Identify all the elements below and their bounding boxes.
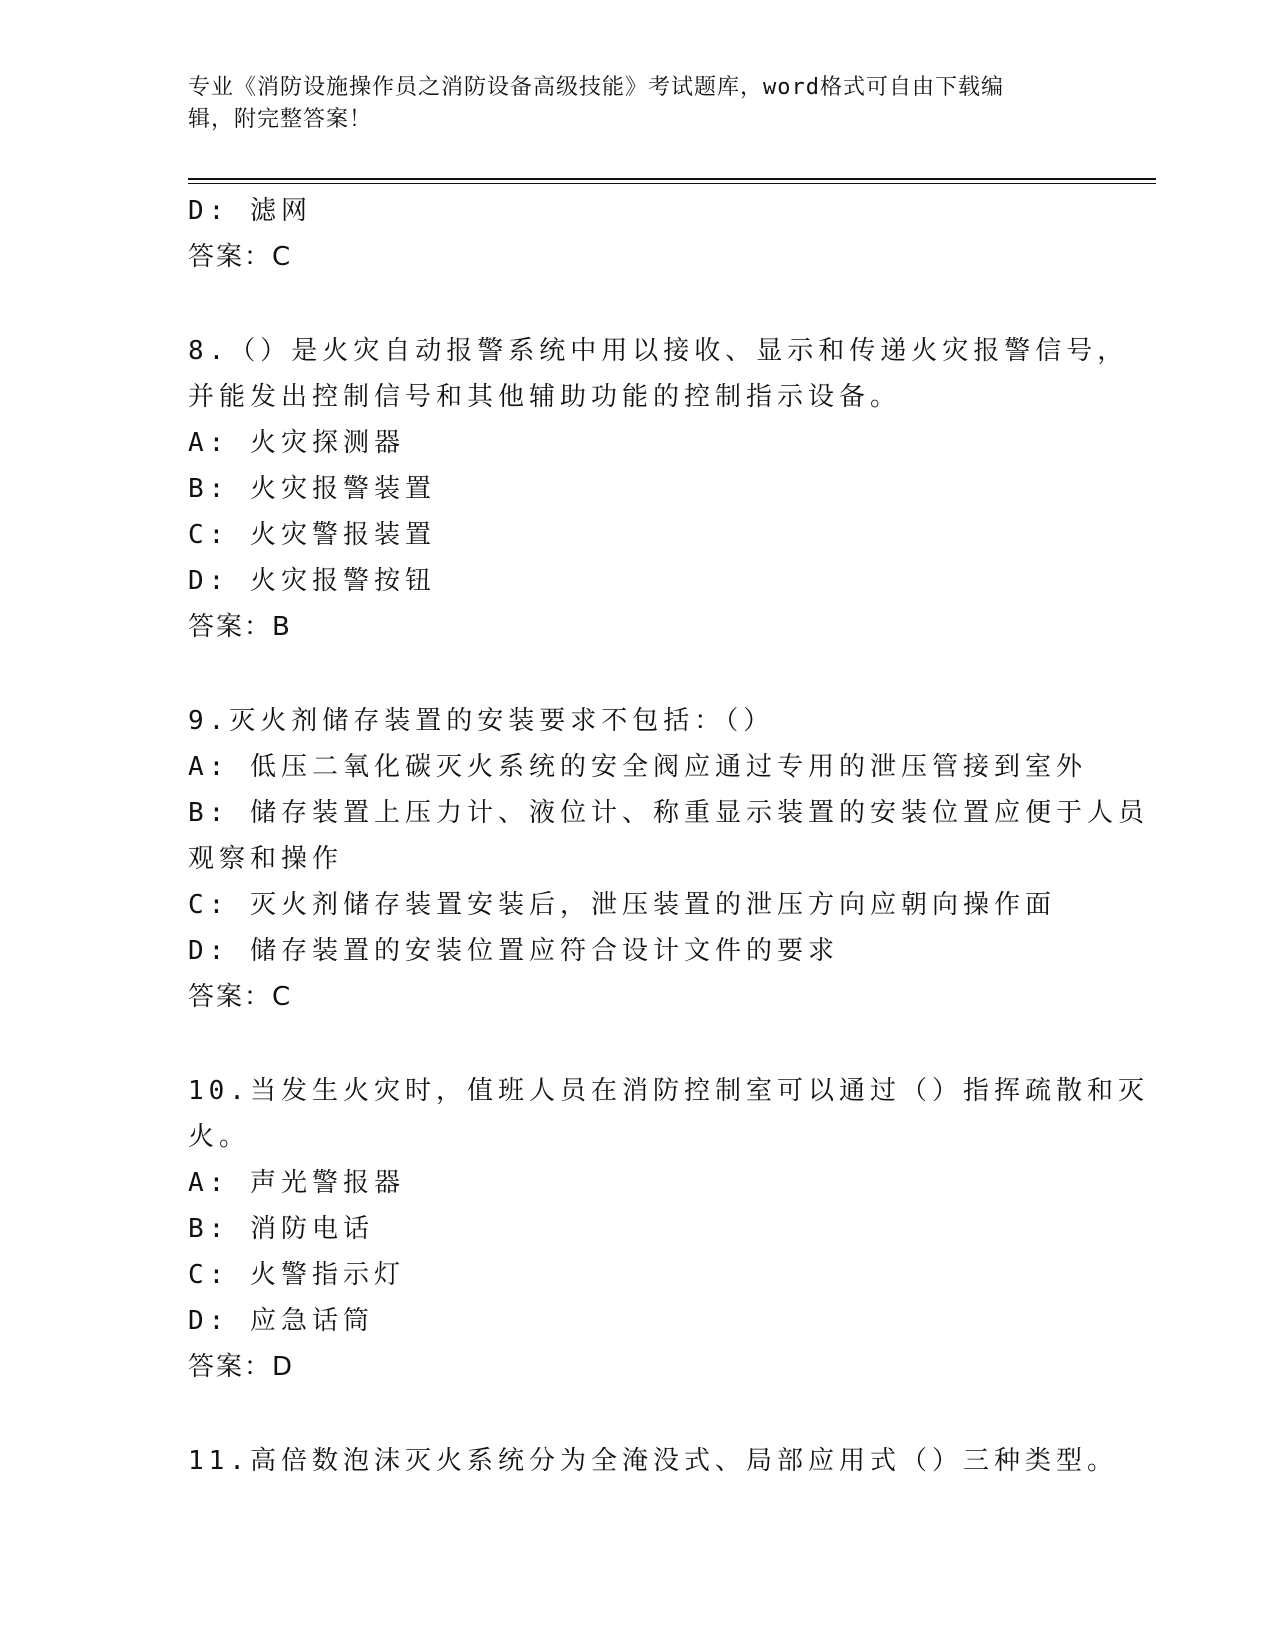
q8-answer: 答案：B [188,612,292,642]
spacer [188,280,1088,328]
q9-option-c: C: 灭火剂储存装置安装后，泄压装置的泄压方向应朝向操作面 [188,890,1056,920]
q9-option-d: D: 储存装置的安装位置应符合设计文件的要求 [188,936,839,966]
q9-answer: 答案：C [188,982,293,1012]
q9-stem: 9.灭火剂储存装置的安装要求不包括：（） [188,706,775,736]
question-list [188,188,1149,1484]
q8-option-b: B: 火灾报警装置 [188,474,436,504]
q10-option-b: B: 消防电话 [188,1214,374,1244]
q8-option-a: A: 火灾探测器 [188,428,405,458]
q8-stem-line-2: 并能发出控制信号和其他辅助功能的控制指示设备。 [188,382,902,412]
q10-option-a: A: 声光警报器 [188,1168,405,1198]
q10-stem-line-2: 火。 [188,1122,251,1152]
q8-option-d: D: 火灾报警按钮 [188,566,436,596]
header-line-2: 辑，附完整答案！ [188,107,373,132]
prev-answer: 答案：C [188,242,293,272]
prev-option-d: D: 滤网 [188,196,312,226]
spacer [188,650,1088,698]
q9-option-b-line-1: B: 储存装置上压力计、液位计、称重显示装置的安装位置应便于人员 [188,798,1149,828]
header-divider-thin [188,183,1156,184]
q8-option-c: C: 火灾警报装置 [188,520,436,550]
q11-stem: 11.高倍数泡沫灭火系统分为全淹没式、局部应用式（）三种类型。 [188,1446,1118,1476]
spacer [188,1390,1088,1438]
page-header [188,72,1068,136]
q10-option-d: D: 应急话筒 [188,1306,374,1336]
q10-stem-line-1: 10.当发生火灾时，值班人员在消防控制室可以通过（）指挥疏散和灭 [188,1076,1149,1106]
q10-answer: 答案：D [188,1352,295,1382]
q8-stem-line-1: 8.（）是火灾自动报警系统中用以接收、显示和传递火灾报警信号， [188,336,1129,366]
q9-option-b-line-2: 观察和操作 [188,844,344,874]
q10-option-c: C: 火警指示灯 [188,1260,405,1290]
spacer [188,1020,1088,1068]
header-divider-thick [188,178,1156,180]
q9-option-a: A: 低压二氧化碳灭火系统的安全阀应通过专用的泄压管接到室外 [188,752,1087,782]
header-line-1: 专业《消防设施操作员之消防设备高级技能》考试题库，word格式可自由下载编 [188,75,1004,100]
